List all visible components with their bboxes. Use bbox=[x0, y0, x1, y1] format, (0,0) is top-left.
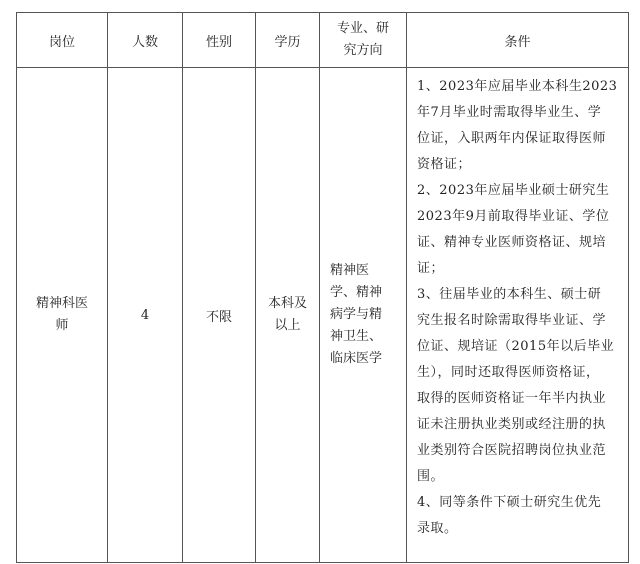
header-major-line-1: 专业、研 bbox=[336, 21, 389, 36]
cell-education bbox=[256, 68, 320, 563]
condition-line: 围。 bbox=[417, 469, 445, 484]
condition-line: 生），同时还取得医师资格证， bbox=[417, 365, 600, 380]
condition-line: 位证，入职两年内保证取得医师 bbox=[417, 131, 607, 146]
cell-gender: 不限 bbox=[183, 68, 256, 563]
header-count: 人数 bbox=[108, 13, 183, 68]
header-gender: 性别 bbox=[183, 13, 256, 68]
recruitment-table bbox=[16, 12, 629, 563]
cell-major bbox=[320, 68, 407, 563]
table-row bbox=[17, 68, 629, 563]
condition-line: 证、精神专业医师资格证、规培 bbox=[417, 235, 607, 250]
condition-line: 究生报名时除需取得毕业证、学 bbox=[417, 313, 607, 328]
header-education: 学历 bbox=[256, 13, 320, 68]
condition-line: 资格证； bbox=[417, 157, 472, 172]
header-position: 岗位 bbox=[17, 13, 108, 68]
position-line-2: 师 bbox=[55, 318, 69, 333]
header-row bbox=[17, 13, 629, 68]
cell-position bbox=[17, 68, 108, 563]
condition-line: 2、2023年应届毕业硕士研究生 bbox=[417, 183, 610, 198]
condition-line: 位证、规培证（2015年以后毕业 bbox=[417, 339, 615, 354]
condition-line: 证； bbox=[417, 261, 445, 276]
position-line-1: 精神科医 bbox=[35, 296, 88, 311]
major-line: 精神医 bbox=[330, 263, 370, 278]
condition-line: 4、同等条件下硕士研究生优先 bbox=[417, 495, 602, 510]
condition-line: 2023年9月前取得毕业证、学位 bbox=[417, 209, 610, 224]
condition-line: 1、2023年应届毕业本科生2023 bbox=[417, 79, 618, 94]
condition-line: 业类别符合医院招聘岗位执业范 bbox=[417, 443, 607, 458]
condition-line: 录取。 bbox=[417, 521, 458, 536]
header-major bbox=[320, 13, 407, 68]
major-line: 神卫生、 bbox=[330, 329, 383, 344]
header-conditions: 条件 bbox=[407, 13, 629, 68]
condition-line: 年7月毕业时需取得毕业生、学 bbox=[417, 105, 602, 120]
major-line: 学、精神 bbox=[330, 285, 383, 300]
cell-count: 4 bbox=[108, 68, 183, 563]
condition-line: 3、往届毕业的本科生、硕士研 bbox=[417, 287, 602, 302]
major-line: 临床医学 bbox=[330, 351, 383, 366]
condition-line: 证未注册执业类别或经注册的执 bbox=[417, 417, 607, 432]
education-line-1: 本科及 bbox=[267, 296, 307, 311]
header-major-line-2: 究方向 bbox=[343, 43, 383, 58]
cell-conditions bbox=[407, 68, 629, 563]
condition-line: 取得的医师资格证一年半内执业 bbox=[417, 391, 607, 406]
major-line: 病学与精 bbox=[330, 307, 383, 322]
education-line-2: 以上 bbox=[274, 318, 301, 333]
